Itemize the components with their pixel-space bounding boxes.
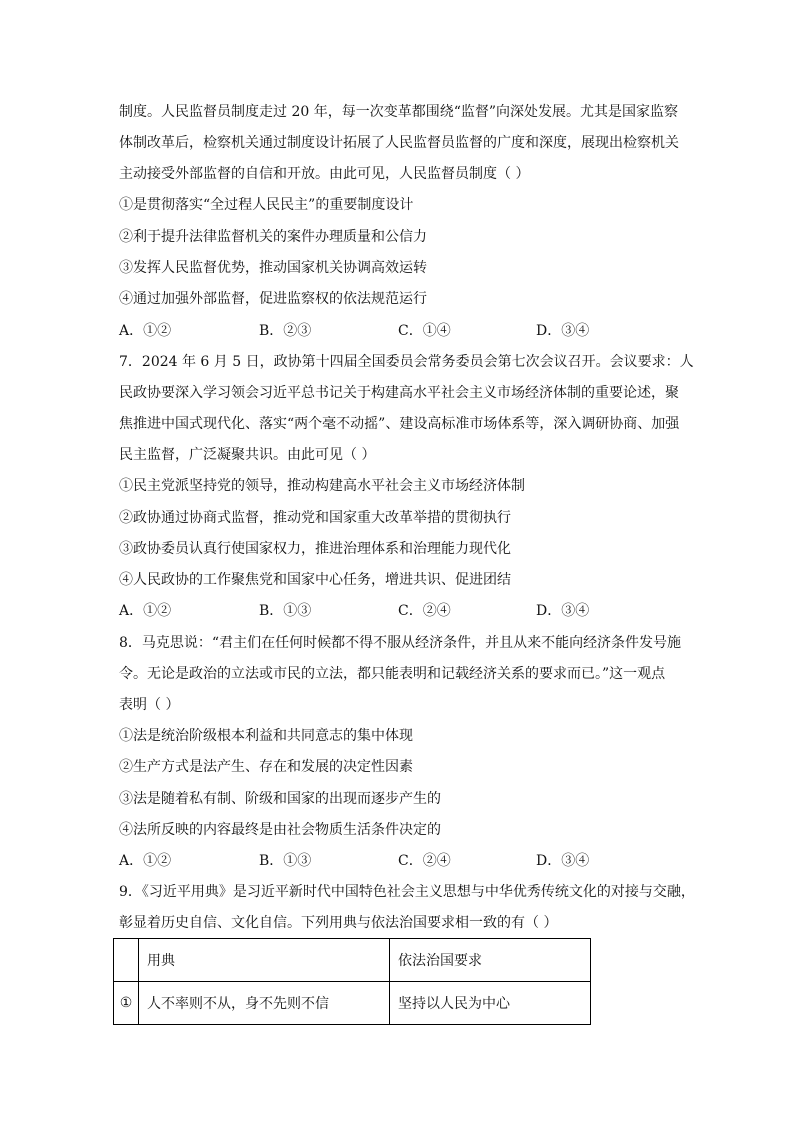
q6-text-line-3: 主动接受外部监督的自信和开放。由此可见，人民监督员制度（ ）	[119, 166, 530, 182]
q6-statement-4: ④通过加强外部监督，促进监察权的依法规范运行	[119, 291, 427, 307]
q8-option-b[interactable]: B．①③	[259, 853, 312, 869]
q7-text-line-2: 民政协要深入学习领会习近平总书记关于构建高水平社会主义市场经济体制的重要论述，聚	[119, 385, 679, 401]
q6-text-line-2: 体制改革后，检察机关通过制度设计拓展了人民监督员监督的广度和深度，展现出检察机关	[119, 135, 679, 151]
q6-text-line-1: 制度。人民监督员制度走过 20 年，每一次变革都围绕“监督”向深处发展。尤其是国家监察	[119, 104, 679, 120]
quote-table	[113, 938, 591, 1025]
table-cell: ①	[114, 982, 139, 1025]
table-header-row	[114, 939, 591, 982]
q7-statement-4: ④人民政协的工作聚焦党和国家中心任务，增进共识、促进团结	[119, 572, 511, 588]
q8-statement-1: ①法是统治阶级根本利益和共同意志的集中体现	[119, 728, 413, 744]
q7-text-line-4: 民主监督，广泛凝聚共识。由此可见（ ）	[119, 447, 376, 463]
q6-statement-1: ①是贯彻落实“全过程人民民主”的重要制度设计	[119, 197, 414, 213]
table-cell: 坚持以人民为中心	[390, 982, 591, 1025]
q7-text-line-1: 7．2024 年 6 月 5 日，政协第十四届全国委员会常务委员会第七次会议召开。会议要求：人	[119, 354, 694, 370]
q8-option-c[interactable]: C．②④	[398, 853, 451, 869]
q8-text-line-3: 表明（ ）	[119, 697, 180, 713]
q6-option-c[interactable]: C．①④	[398, 323, 451, 339]
q7-statement-1: ①民主党派坚持党的领导，推动构建高水平社会主义市场经济体制	[119, 478, 525, 494]
q8-statement-3: ③法是随着私有制、阶级和国家的出现而逐步产生的	[119, 791, 441, 807]
q6-statement-3: ③发挥人民监督优势，推动国家机关协调高效运转	[119, 260, 427, 276]
q6-options	[119, 321, 679, 341]
q7-option-c[interactable]: C．②④	[398, 603, 451, 619]
table-header-cell: 依法治国要求	[390, 939, 591, 982]
q6-option-d[interactable]: D．③④	[536, 323, 590, 339]
q6-statement-2: ②利于提升法律监督机关的案件办理质量和公信力	[119, 229, 427, 245]
q8-option-d[interactable]: D．③④	[536, 853, 590, 869]
q7-statement-2: ②政协通过协商式监督，推动党和国家重大改革举措的贯彻执行	[119, 510, 511, 526]
q8-statement-4: ④法所反映的内容最终是由社会物质生活条件决定的	[119, 822, 441, 838]
q7-option-b[interactable]: B．①③	[259, 603, 312, 619]
table-row	[114, 982, 591, 1025]
q8-text-line-2: 令。无论是政治的立法或市民的立法，都只能表明和记载经济关系的要求而已。”这一观点	[119, 666, 666, 682]
q7-text-line-3: 焦推进中国式现代化、落实“两个毫不动摇”、建设高标准市场体系等，深入调研协商、加强	[119, 416, 680, 432]
q6-option-b[interactable]: B．②③	[259, 323, 312, 339]
q7-statement-3: ③政协委员认真行使国家权力，推进治理体系和治理能力现代化	[119, 541, 511, 557]
q9-text-line-1: 9．《习近平用典》是习近平新时代中国特色社会主义思想与中华优秀传统文化的对接与交融，	[119, 884, 695, 900]
table-cell: 人不率则不从，身不先则不信	[139, 982, 390, 1025]
q8-option-a[interactable]: A．①②	[119, 853, 172, 869]
q7-options	[119, 601, 679, 621]
table-header-cell: 用典	[139, 939, 390, 982]
q8-options	[119, 851, 679, 871]
table-header-cell	[114, 939, 139, 982]
q6-option-a[interactable]: A．①②	[119, 323, 172, 339]
q9-text-line-2: 彰显着历史自信、文化自信。下列用典与依法治国要求相一致的有（ ）	[119, 915, 558, 931]
q8-statement-2: ②生产方式是法产生、存在和发展的决定性因素	[119, 759, 413, 775]
q8-text-line-1: 8．马克思说：“君主们在任何时候都不得不服从经济条件，并且从来不能向经济条件发号施	[119, 635, 682, 651]
q7-option-a[interactable]: A．①②	[119, 603, 172, 619]
q7-option-d[interactable]: D．③④	[536, 603, 590, 619]
